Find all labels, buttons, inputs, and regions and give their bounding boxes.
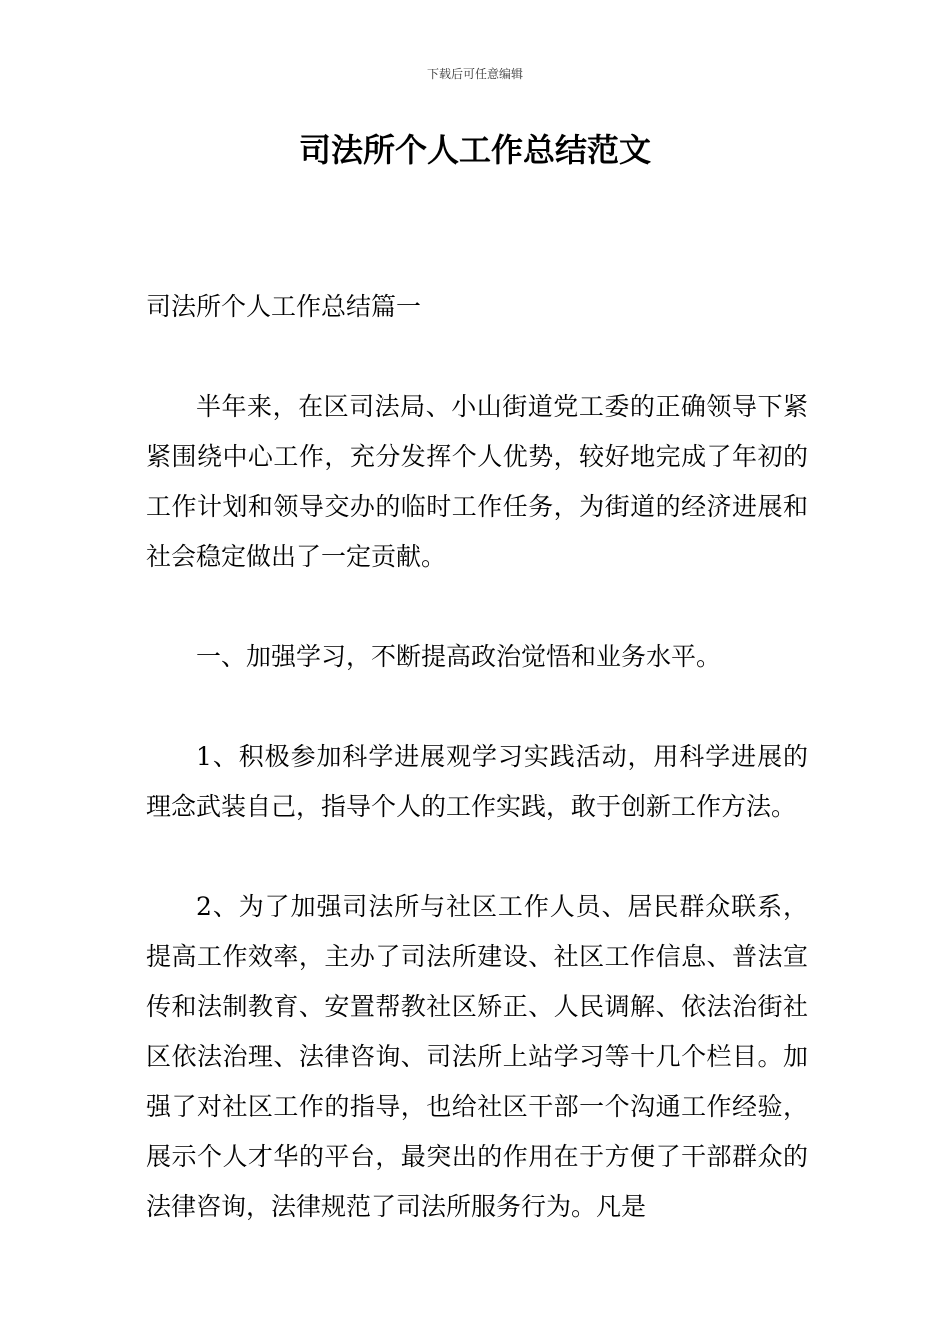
paragraph-item-2: 2、为了加强司法所与社区工作人员、居民群众联系，提高工作效率，主办了司法所建设、社区工作信息、普法宣传和法制教育、安置帮教社区矫正、人民调解、依法治街社区依法治理、法律咨询、司法所上站学习等十几个栏目。加强了对社区工作的指导，也给社区干部一个沟通工作经验，展示个人才华的平台，最突出的作用在于方便了干部群众的法律咨询，法律规范了司法所服务行为。凡是 xyxy=(146,892,808,1221)
section-subtitle: 司法所个人工作总结篇一 xyxy=(146,292,422,321)
paragraph-item-1: 1、积极参加科学进展观学习实践活动，用科学进展的理念武装自己，指导个人的工作实践，敢于创新工作方法。 xyxy=(146,742,808,821)
document-title: 司法所个人工作总结范文 xyxy=(298,131,651,169)
paragraph-intro: 半年来，在区司法局、小山街道党工委的正确领导下紧紧围绕中心工作，充分发挥个人优势，较好地完成了年初的工作计划和领导交办的临时工作任务，为街道的经济进展和社会稳定做出了一定贡献。 xyxy=(146,392,808,571)
header-note: 下载后可任意编辑 xyxy=(426,67,523,81)
paragraph-heading-1: 一、加强学习，不断提高政治觉悟和业务水平。 xyxy=(196,642,722,671)
document-body xyxy=(146,282,808,1232)
